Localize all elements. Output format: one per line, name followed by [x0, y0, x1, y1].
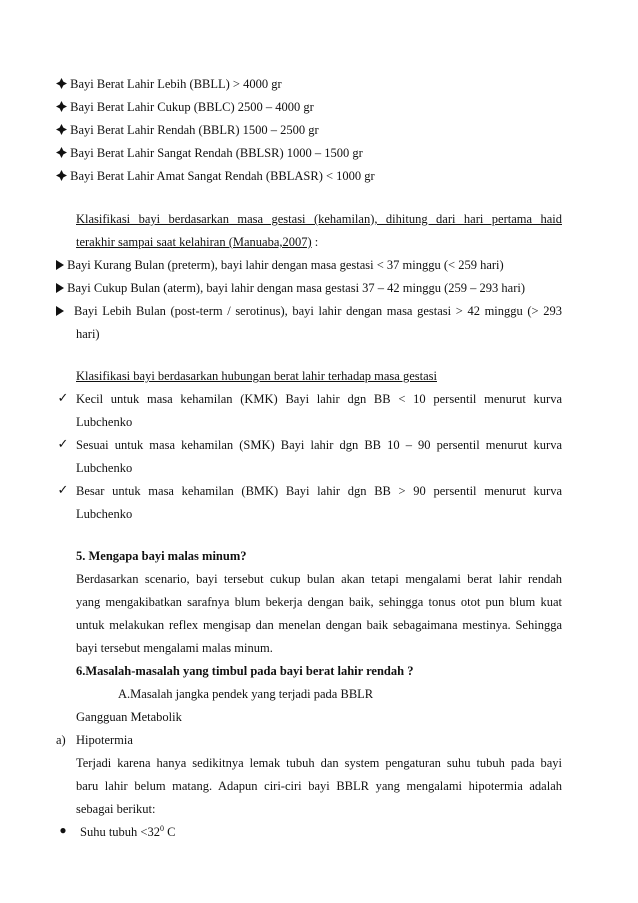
question-6-heading: 6.Masalah-masalah yang timbul pada bayi berat lahir rendah ? [76, 664, 414, 678]
arrow-bullet-icon [56, 283, 64, 293]
list-item-text: Bayi Berat Lahir Rendah (BBLR) 1500 – 2500 gr [70, 123, 319, 137]
gestation-item-1: Bayi Kurang Bulan (preterm), bayi lahir dengan masa gestasi < 37 minggu (< 259 hari) [56, 257, 504, 273]
q6-line-1: Terjadi karena hanya sedikitnya lemak tubuh dan system pengaturan suhu tubuh pada bayi [76, 756, 562, 770]
weight-item-1-line2: Lubchenko [76, 415, 133, 429]
check-bullet-icon: ✓ [57, 436, 69, 451]
list-item [56, 99, 314, 115]
weight-item-3-line1: Besar untuk masa kehamilan (BMK) Bayi lahir dgn BB > 90 persentil menurut kurva [76, 484, 562, 498]
diamond-bullet-icon [56, 101, 67, 112]
q5-line-2: yang mengakibatkan sarafnya blum bekerja dengan baik, sehingga tonus otot pun blum kuat [76, 595, 562, 609]
diamond-bullet-icon [56, 78, 67, 89]
list-item [56, 168, 375, 184]
list-item [56, 76, 282, 92]
list-item [56, 122, 319, 138]
gestation-item-3-bullet [56, 303, 64, 319]
gestation-item-3-line2: hari) [76, 327, 100, 341]
item-a-title: Hipotermia [76, 733, 133, 747]
metabolic-heading: Gangguan Metabolik [76, 710, 182, 724]
question-5-heading: 5. Mengapa bayi malas minum? [76, 549, 247, 563]
check-bullet-icon: ✓ [57, 482, 69, 497]
list-item [56, 145, 363, 161]
diamond-bullet-icon [56, 124, 67, 135]
q5-line-1: Berdasarkan scenario, bayi tersebut cukup bulan akan tetapi mengalami berat lahir rendah [76, 572, 562, 586]
gestation-item-2: Bayi Cukup Bulan (aterm), bayi lahir dengan masa gestasi 37 – 42 minggu (259 – 293 hari) [56, 280, 525, 296]
weight-item-2-line2: Lubchenko [76, 461, 133, 475]
list-item-text: Bayi Berat Lahir Amat Sangat Rendah (BBLASR) < 1000 gr [70, 169, 375, 183]
arrow-bullet-icon [56, 260, 64, 270]
gestation-heading-line2: terakhir sampai saat kelahiran (Manuaba,2007) : [76, 235, 319, 249]
q6-line-3: sebagai berikut: [76, 802, 156, 816]
gestation-item-3-line1: Bayi Lebih Bulan (post-term / serotinus), bayi lahir dengan masa gestasi > 42 minggu (> 293 [74, 304, 562, 318]
weight-item-1-line1: Kecil untuk masa kehamilan (KMK) Bayi lahir dgn BB < 10 persentil menurut kurva [76, 392, 562, 406]
arrow-bullet-icon [56, 306, 64, 316]
list-item-text: Bayi Berat Lahir Lebih (BBLL) > 4000 gr [70, 77, 282, 91]
weight-relation-heading: Klasifikasi bayi berdasarkan hubungan berat lahir terhadap masa gestasi [76, 369, 437, 383]
q6-subheading: A.Masalah jangka pendek yang terjadi pada BBLR [118, 687, 374, 701]
diamond-bullet-icon [56, 147, 67, 158]
gestation-heading-line1: Klasifikasi bayi berdasarkan masa gestasi (kehamilan), dihitung dari hari pertama haid [76, 212, 562, 226]
q5-line-4: bayi tersebut mengalami malas minum. [76, 641, 273, 655]
dot-bullet-icon: ● [59, 823, 67, 837]
weight-item-2-line1: Sesuai untuk masa kehamilan (SMK) Bayi lahir dgn BB 10 – 90 persentil menurut kurva [76, 438, 562, 452]
temperature-item: Suhu tubuh $<32^0$ C [80, 823, 176, 839]
check-bullet-icon: ✓ [57, 390, 69, 405]
q6-line-2: baru lahir belum matang. Adapun ciri-ciri bayi BBLR yang mengalami hipotermia adalah [76, 779, 562, 793]
list-item-text: Bayi Berat Lahir Sangat Rendah (BBLSR) 1000 – 1500 gr [70, 146, 363, 160]
weight-item-3-line2: Lubchenko [76, 507, 133, 521]
diamond-bullet-icon [56, 170, 67, 181]
q5-line-3: untuk melakukan reflex mengisap dan menelan dengan baik sebagaimana mestinya. Sehingga [76, 618, 562, 632]
list-item-text: Bayi Berat Lahir Cukup (BBLC) 2500 – 4000 gr [70, 100, 314, 114]
item-a-marker: a) [56, 733, 66, 747]
